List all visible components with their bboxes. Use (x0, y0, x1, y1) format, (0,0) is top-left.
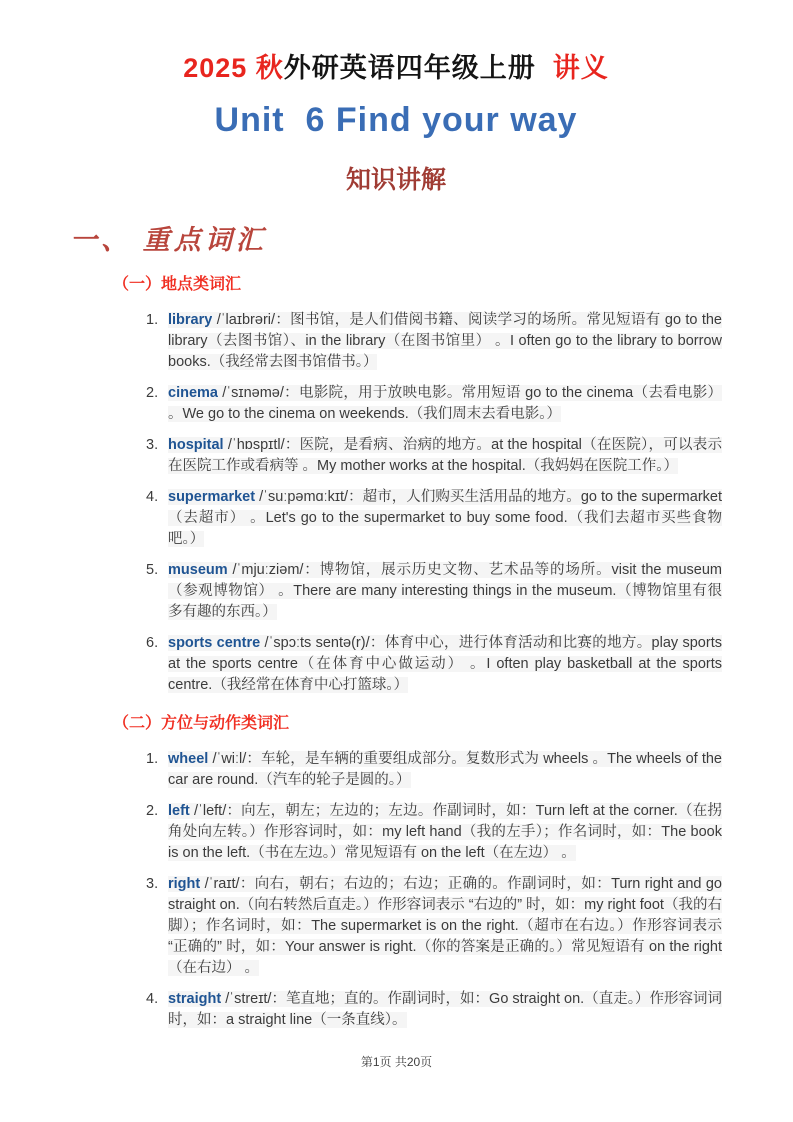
sub-heading-direction-words: （二）方位与动作类词汇 (113, 715, 290, 732)
vocab-definition: /ˈsɪnəmə/：电影院，用于放映电影。常用短语 go to the cinema（去看电影） 。We go to the cinema on weekends.（我们周末去看电影。） (168, 385, 722, 422)
vocab-definition: /ˈstreɪt/：笔直地；直的。作副词时，如：Go straight on.（直走。）作形容词词时，如：a straight line（一条直线）。 (168, 991, 722, 1028)
vocab-definition: /ˈleft/：向左，朝左；左边的；左边。作副词时，如：Turn left at the corner.（在拐角处向左转。）作形容词时，如：my left hand（我的左手）；作名词时，如：The book is on the left.（书在左边。）常见短语有 on the left（在左边） 。 (168, 803, 722, 861)
vocab-definition: /ˈhɒspɪtl/：医院，是看病、治病的地方。at the hospital（在医院），可以表示在医院工作或看病等 。My mother works at the hospital.（我妈妈在医院工作。） (168, 437, 722, 474)
item-number: 3. (146, 876, 159, 892)
vocab-word: library (168, 312, 213, 328)
vocab-word: right (168, 876, 201, 892)
vocab-definition: /ˈraɪt/：向右，朝右；右边的；右边；正确的。作副词时，如：Turn right and go straight on.（向右转然后直走。）作形容词表示 “右边的” 时，如：my right foot（我的右脚）；作名词时，如：The supermarket is on the right.（超市在右边。）作形容词表示 “正确的” 时，如：Your answer is right.（你的答案是正确的。）常见短语有 on the right（在右边） 。 (168, 876, 722, 976)
document-title (70, 46, 722, 85)
item-number: 4. (146, 489, 159, 505)
section-heading-key-vocab: 一、 重点词汇 (70, 225, 267, 255)
list-item (146, 633, 722, 696)
vocab-word: straight (168, 991, 222, 1007)
item-number: 2. (146, 385, 159, 401)
list-item (146, 560, 722, 623)
item-number: 4. (146, 991, 159, 1007)
title-book-name: 外研英语四年级上册 (283, 53, 545, 83)
list-item (146, 383, 722, 425)
item-text (168, 633, 722, 696)
vocab-definition: /ˈwiːl/：车轮，是车辆的重要组成部分。复数形式为 wheels 。The wheels of the car are round.（汽车的轮子是圆的。） (168, 751, 722, 788)
vocab-definition: /ˈmjuːziəm/：博物馆，展示历史文物、艺术品等的场所。visit the museum（参观博物馆） 。There are many interesting things in the museum.（博物馆里有很多有趣的东西。） (168, 562, 722, 620)
vocab-word: wheel (168, 751, 209, 767)
vocab-word: left (168, 803, 190, 819)
item-text (168, 383, 722, 425)
item-number: 6. (146, 635, 159, 651)
place-words-list (70, 310, 722, 696)
list-item (146, 989, 722, 1031)
item-text (168, 874, 722, 979)
item-text (168, 749, 722, 791)
vocab-word: hospital (168, 437, 224, 453)
list-item (146, 435, 722, 477)
list-item (146, 487, 722, 550)
list-item (146, 310, 722, 373)
vocab-word: supermarket (168, 489, 256, 505)
list-item (146, 749, 722, 791)
vocab-word: museum (168, 562, 228, 578)
item-text (168, 310, 722, 373)
page-number: 第1页 共20页 (360, 1055, 433, 1069)
title-handout-label: 讲义 (544, 53, 609, 83)
title-year: 2025 秋 (183, 53, 284, 83)
item-number: 1. (146, 312, 159, 328)
vocab-word: sports centre (168, 635, 261, 651)
vocab-definition: /ˈspɔːts sentə(r)/：体育中心，进行体育活动和比赛的地方。play sports at the sports centre（在体育中心做运动） 。I often play basketball at the sports centre.（我经常在体育中心打篮球。） (168, 635, 722, 693)
list-item (146, 874, 722, 979)
item-number: 3. (146, 437, 159, 453)
item-number: 5. (146, 562, 159, 578)
item-text (168, 989, 722, 1031)
unit-title: Unit 6 Find your way (214, 101, 578, 139)
knowledge-subtitle: 知识讲解 (345, 167, 446, 194)
list-item (146, 801, 722, 864)
vocab-definition: /ˈsuːpəmɑːkɪt/：超市，人们购买生活用品的地方。go to the supermarket（去超市） 。Let's go to the supermarket to buy some food.（我们去超市买些食物吧。） (168, 489, 722, 547)
item-text (168, 487, 722, 550)
vocab-definition: /ˈlaɪbrəri/：图书馆，是人们借阅书籍、阅读学习的场所。常见短语有 go to the library（去图书馆）、in the library（在图书馆里） 。I often go to the library to borrow books.（我经常去图书馆借书。） (168, 312, 722, 370)
direction-words-list (70, 749, 722, 1031)
item-number: 2. (146, 803, 159, 819)
vocab-word: cinema (168, 385, 218, 401)
sub-heading-place-words: （一）地点类词汇 (113, 276, 242, 293)
item-text (168, 435, 722, 477)
item-number: 1. (146, 751, 159, 767)
item-text (168, 801, 722, 864)
item-text (168, 560, 722, 623)
